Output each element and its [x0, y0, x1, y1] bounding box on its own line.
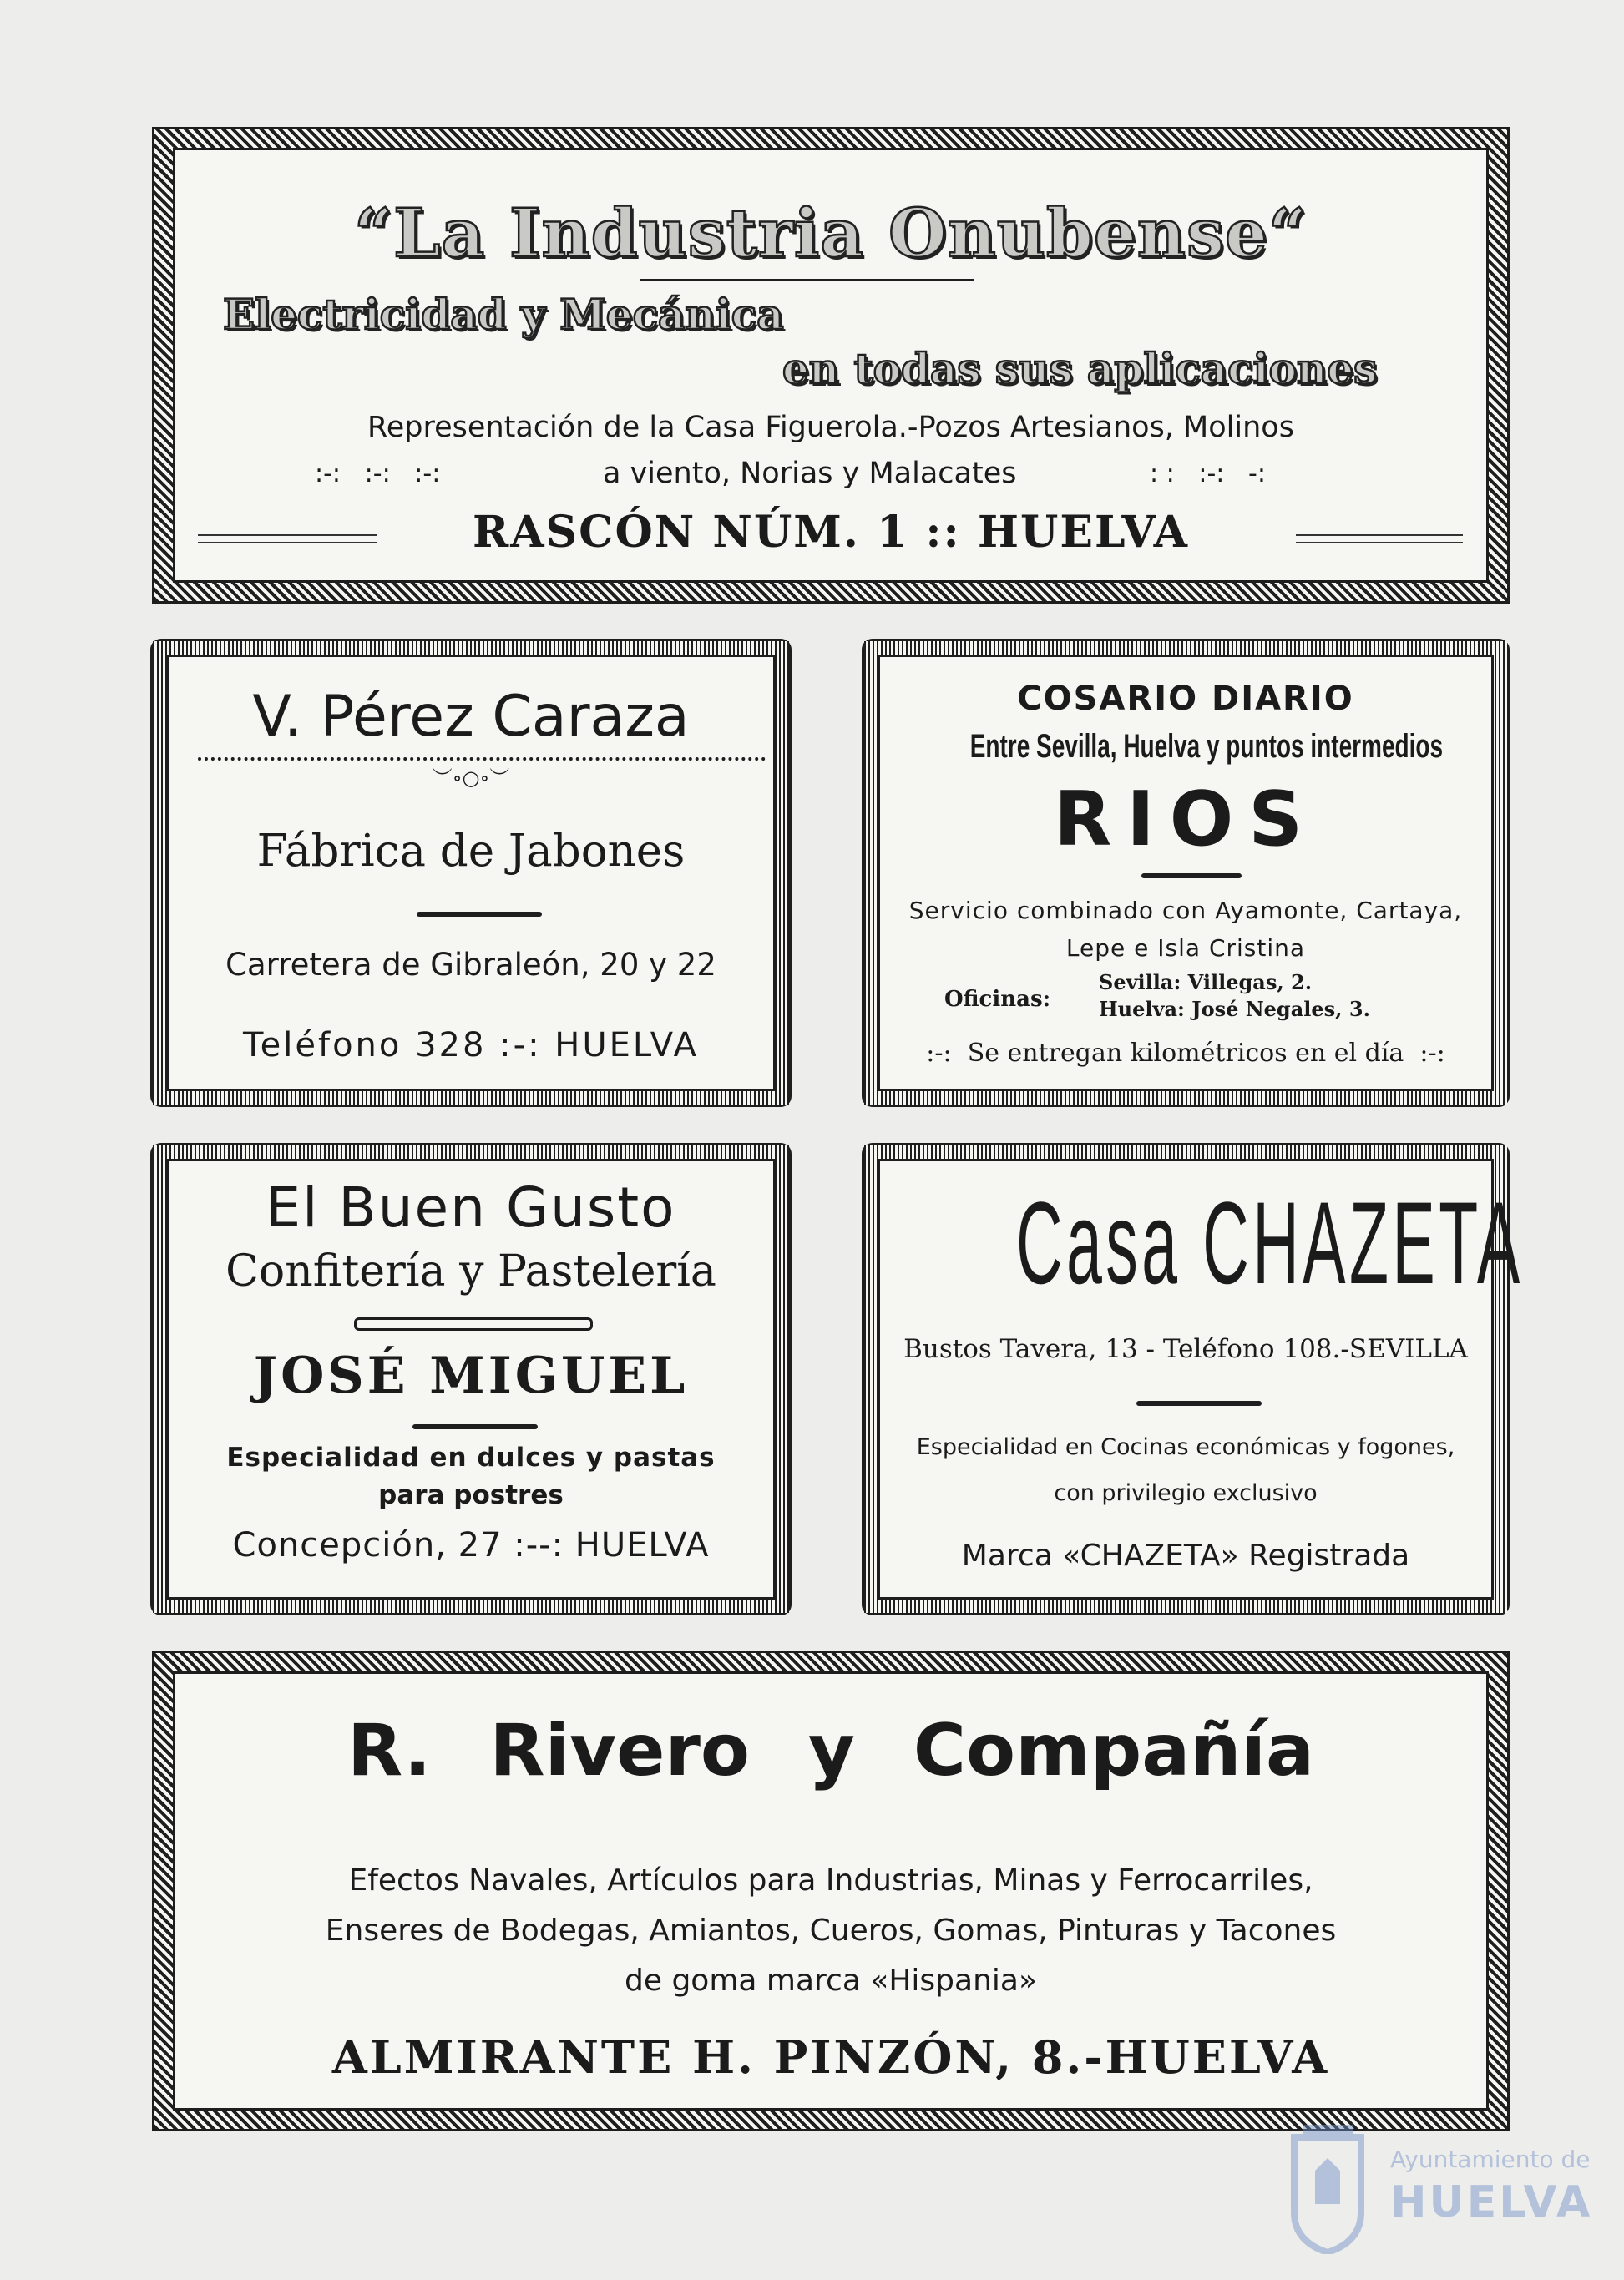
ad2-dotted-rule: [198, 757, 766, 761]
ad3-offices-label: Oficinas:: [944, 987, 1051, 1012]
ad3-office2: Huelva: José Negales, 3.: [1099, 997, 1370, 1021]
ad1-title: “La Industria Onubense“: [354, 194, 1308, 272]
ad2-phone: Teléfono 328 :-: HUELVA: [243, 1026, 699, 1064]
ad3-route: Entre Sevilla, Huelva y puntos intermedios: [969, 728, 1444, 765]
ad1-desc2: a viento, Norias y Malacates: [603, 457, 1017, 490]
ad3-name: RIOS: [1053, 776, 1318, 863]
ad1-desc2-right: : : :-: -:: [1150, 459, 1266, 488]
watermark-line2: HUELVA: [1390, 2177, 1593, 2227]
ad-industria-onubense: [154, 129, 1507, 601]
watermark-line1: Ayuntamiento de: [1390, 2146, 1591, 2173]
ad2-divider: [417, 912, 542, 917]
ad4-divider: [412, 1424, 538, 1429]
ad4-specialty2: para postres: [378, 1480, 564, 1510]
ad3-service2: Lepe e Isla Cristina: [1065, 934, 1306, 962]
ad2-name: V. Pérez Caraza: [252, 684, 690, 750]
ad6-address: ALMIRANTE H. PINZÓN, 8.-HUELVA: [331, 2030, 1330, 2084]
ad-rivero-compania: [154, 1653, 1507, 2129]
ad-cosario-rios: [864, 641, 1507, 1105]
ad1-title-rule: [640, 279, 974, 281]
ad2-address: Carretera de Gibraleón, 20 y 22: [225, 947, 716, 983]
ad4-business: Confitería y Pastelería: [225, 1246, 716, 1297]
ad-perez-caraza: [153, 641, 789, 1105]
ad5-name: Casa CHAZETA: [1016, 1177, 1524, 1308]
ad4-name: El Buen Gusto: [266, 1175, 676, 1240]
ad1-address: RASCÓN NÚM. 1 :: HUELVA: [472, 507, 1190, 558]
ad-casa-chazeta: [864, 1145, 1524, 1613]
ayuntamiento-watermark: [1277, 2121, 1593, 2254]
ad1-desc2-left: :-: :-: :-:: [315, 459, 441, 488]
ad5-address: Bustos Tavera, 13 - Teléfono 108.-SEVILLA: [903, 1334, 1468, 1364]
ad-el-buen-gusto: [153, 1145, 789, 1613]
ad4-address: Concepción, 27 :--: HUELVA: [232, 1526, 710, 1565]
ad5-divider: [1136, 1401, 1262, 1406]
ad2-ornament: ︶∘○∘︶: [432, 766, 510, 790]
ad1-line1: Electricidad y Mecánica: [223, 290, 784, 339]
ad3-service1: Servicio combinado con Ayamonte, Cartaya,: [908, 897, 1463, 924]
ad2-business: Fábrica de Jabones: [256, 826, 686, 877]
ad5-specialty1: Especialidad en Cocinas económicas y fogones,: [916, 1434, 1455, 1460]
ad6-line2: Enseres de Bodegas, Amiantos, Cueros, Gomas, Pinturas y Tacones: [325, 1913, 1337, 1948]
ad3-footer: :-: Se entregan kilométricos en el día :-:: [926, 1039, 1445, 1068]
ad3-header: COSARIO DIARIO: [1017, 680, 1354, 718]
ad4-owner: JOSÉ MIGUEL: [253, 1347, 689, 1405]
ad4-ornament-bar: [354, 1317, 593, 1331]
ad3-divider: [1141, 873, 1242, 878]
ad1-line2: en todas sus aplicaciones: [782, 344, 1378, 393]
coat-of-arms-icon: [1277, 2121, 1378, 2254]
ad4-specialty1: Especialidad en dulces y pastas: [226, 1443, 716, 1473]
ad6-line3: de goma marca «Hispania»: [625, 1964, 1037, 1998]
ad6-line1: Efectos Navales, Artículos para Industrias, Minas y Ferrocarriles,: [348, 1863, 1313, 1898]
ad5-specialty2: con privilegio exclusivo: [1054, 1480, 1318, 1506]
ad5-brand: Marca «CHAZETA» Registrada: [961, 1539, 1410, 1573]
ad3-office1: Sevilla: Villegas, 2.: [1099, 970, 1313, 994]
ad6-name: R. Rivero y Compañía: [347, 1709, 1315, 1792]
ad1-desc1: Representación de la Casa Figuerola.-Pozos Artesianos, Molinos: [367, 411, 1294, 444]
